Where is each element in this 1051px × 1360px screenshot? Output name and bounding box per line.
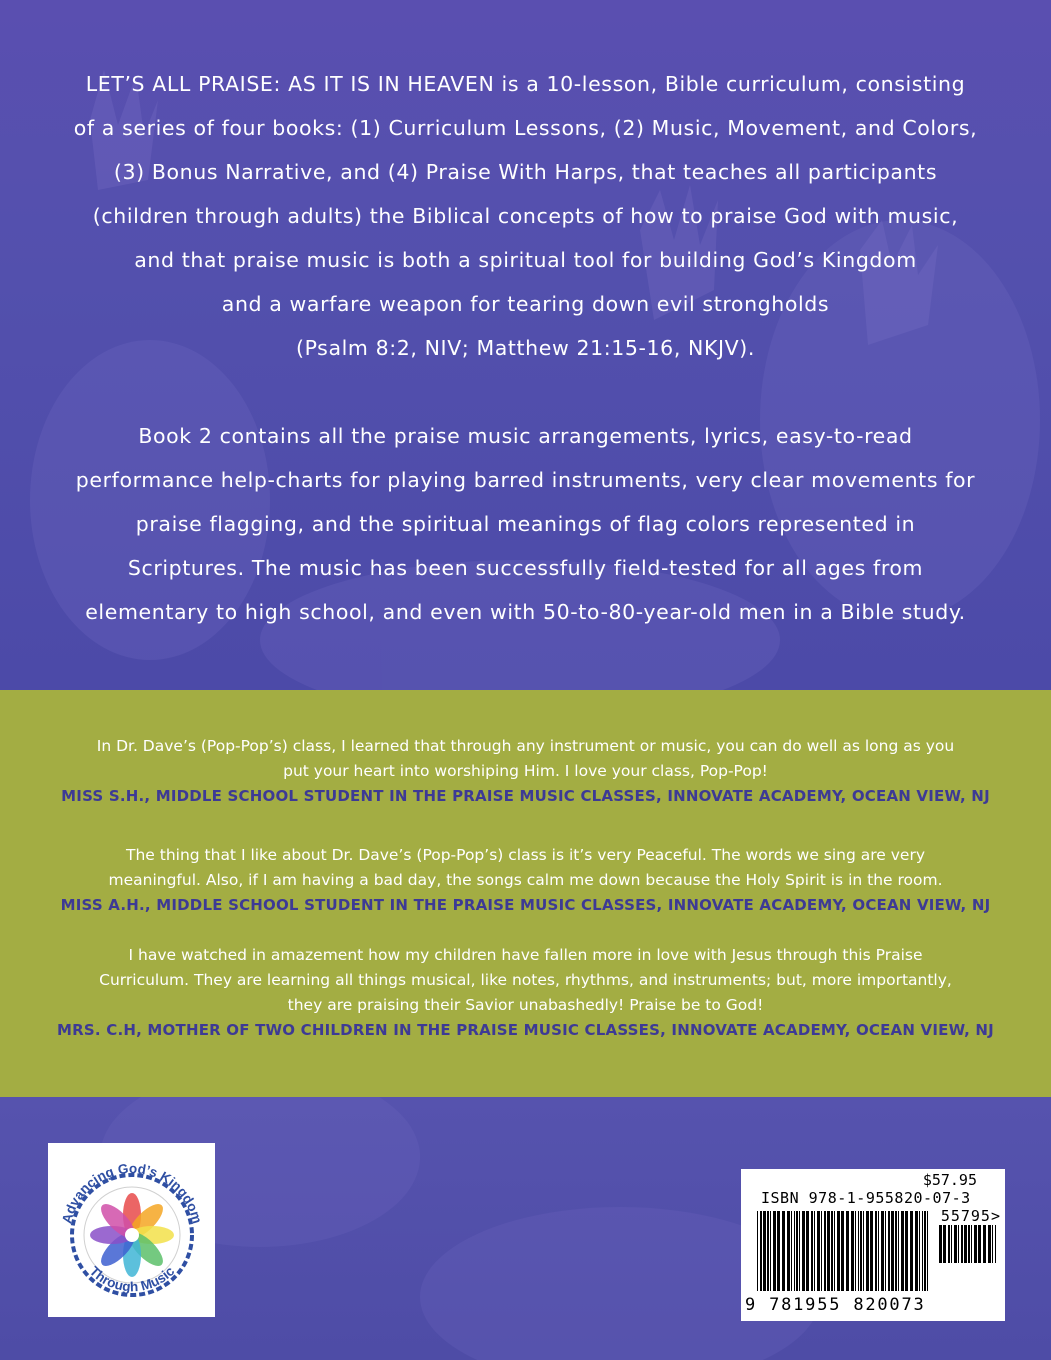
intro-paragraph <box>40 62 1011 370</box>
barcode-bar <box>881 1211 884 1291</box>
barcode-bar <box>827 1211 830 1291</box>
barcode-bar <box>831 1211 833 1291</box>
intro-line: and that praise music is both a spiritual tool for building God’s Kingdom <box>134 248 917 272</box>
barcode-bar <box>964 1225 967 1263</box>
barcode-bar <box>787 1211 790 1291</box>
logo-arc-bottom: Through Music <box>86 1263 178 1295</box>
testimonial <box>30 734 1021 809</box>
barcode-bar <box>939 1225 942 1263</box>
testimonial <box>30 843 1021 918</box>
barcode-bar <box>814 1211 815 1291</box>
barcode-bar <box>891 1211 894 1291</box>
barcode-bar <box>834 1211 835 1291</box>
barcode-bar <box>948 1225 950 1263</box>
barcode-bar <box>885 1211 886 1291</box>
barcode-bar <box>870 1211 873 1291</box>
ean-number: 9 781955 820073 <box>745 1295 926 1315</box>
barcode-bar <box>919 1211 920 1291</box>
intro-line: LET’S ALL PRAISE: AS IT IS IN HEAVEN is a 10-lesson, Bible curriculum, consisting <box>85 72 966 96</box>
barcode-bar <box>905 1211 908 1291</box>
barcode-bar <box>968 1225 970 1263</box>
barcode-bar <box>974 1225 977 1263</box>
barcode-bar <box>806 1211 809 1291</box>
barcode-bar <box>855 1211 856 1291</box>
barcode-bar <box>927 1211 928 1291</box>
testimonial-attribution: MISS S.H., MIDDLE SCHOOL STUDENT IN THE PRAISE MUSIC CLASSES, INNOVATE ACADEMY, OCEAN VIEW, NJ <box>61 787 990 805</box>
barcode-bar <box>777 1211 780 1291</box>
intro-line: and a warfare weapon for tearing down evil strongholds <box>221 292 830 316</box>
testimonial-text: Curriculum. They are learning all things musical, like notes, rhythms, and instruments; but, more importantly, <box>99 971 952 989</box>
barcode-bar <box>791 1211 792 1291</box>
barcode-bar <box>971 1225 972 1263</box>
barcode-bar <box>888 1211 890 1291</box>
barcode-bar <box>878 1211 879 1291</box>
testimonial-attribution: MRS. C.H, MOTHER OF TWO CHILDREN IN THE PRAISE MUSIC CLASSES, INNOVATE ACADEMY, OCEAN VIEW, NJ <box>57 1021 994 1039</box>
intro-line: (Psalm 8:2, NIV; Matthew 21:15-16, NKJV). <box>295 336 756 360</box>
barcode-bar <box>802 1211 805 1291</box>
testimonial <box>30 943 1021 1043</box>
barcode-bar <box>794 1211 795 1291</box>
barcode-bar <box>943 1225 946 1263</box>
isbn-barcode <box>741 1169 1005 1321</box>
barcode-bar <box>863 1211 864 1291</box>
intro-line: (3) Bonus Narrative, and (4) Praise With Harps, that teaches all participants <box>113 160 938 184</box>
barcode-bar <box>901 1211 904 1291</box>
testimonial-text: I have watched in amazement how my children have fallen more in love with Jesus through this Praise <box>128 946 923 964</box>
barcode-bar <box>851 1211 854 1291</box>
isbn-label: ISBN 978-1-955820-07-3 <box>761 1189 971 1207</box>
intro-line: (children through adults) the Biblical concepts of how to praise God with music, <box>92 204 959 228</box>
barcode-bar <box>992 1225 993 1263</box>
barcode-bar <box>922 1211 923 1291</box>
book2-line: Book 2 contains all the praise music arrangements, lyrics, easy-to-read <box>138 424 913 448</box>
barcode-bar <box>837 1211 840 1291</box>
addon-code: 55795> <box>940 1207 1001 1225</box>
flower-emblem-icon <box>48 1143 215 1317</box>
barcode-bar <box>875 1211 877 1291</box>
testimonials-band <box>0 690 1051 1097</box>
barcode-bar <box>763 1211 766 1291</box>
barcode-bar <box>983 1225 986 1263</box>
barcode-bar <box>846 1211 849 1291</box>
testimonial-text: they are praising their Savior unabashedly! Praise be to God! <box>287 996 764 1014</box>
book2-line: Scriptures. The music has been successfully field-tested for all ages from <box>127 556 924 580</box>
barcode-bar <box>796 1211 798 1291</box>
barcode-bar <box>841 1211 844 1291</box>
barcode-bar <box>817 1211 820 1291</box>
barcode-bar <box>858 1211 859 1291</box>
barcode-bar <box>821 1211 822 1291</box>
barcode-bar <box>910 1211 913 1291</box>
barcode-bar <box>782 1211 785 1291</box>
barcode-bar <box>898 1211 899 1291</box>
barcode-bar <box>811 1211 813 1291</box>
barcode-bar <box>915 1211 918 1291</box>
testimonial-text: In Dr. Dave’s (Pop-Pop’s) class, I learned that through any instrument or music, you can do well as long as you <box>96 737 955 755</box>
publisher-logo <box>48 1143 215 1317</box>
barcode-bar <box>770 1211 771 1291</box>
testimonial-text: put your heart into worshiping Him. I love your class, Pop-Pop! <box>283 762 768 780</box>
testimonial-attribution: MISS A.H., MIDDLE SCHOOL STUDENT IN THE PRAISE MUSIC CLASSES, INNOVATE ACADEMY, OCEAN VIEW, NJ <box>60 896 991 914</box>
book2-line: praise flagging, and the spiritual meanings of flag colors represented in <box>135 512 916 536</box>
book2-paragraph <box>40 414 1011 634</box>
barcode-bar <box>757 1211 758 1291</box>
barcode-bar <box>961 1225 963 1263</box>
barcode-bar <box>995 1225 996 1263</box>
barcode-bar <box>773 1211 776 1291</box>
barcode-bar <box>767 1211 769 1291</box>
barcode-bar <box>866 1211 869 1291</box>
barcode-bar <box>824 1211 826 1291</box>
barcode-bar <box>860 1211 862 1291</box>
barcode-bar <box>958 1225 959 1263</box>
book2-line: elementary to high school, and even with 50-to-80-year-old men in a Bible study. <box>85 600 966 624</box>
barcode-bars <box>757 1211 1001 1295</box>
barcode-bar <box>988 1225 991 1263</box>
barcode-bar <box>895 1211 897 1291</box>
barcode-bar <box>951 1225 952 1263</box>
barcode-bar <box>954 1225 957 1263</box>
testimonial-text: The thing that I like about Dr. Dave’s (Pop-Pop’s) class is it’s very Peaceful. The words we sing are very <box>125 846 925 864</box>
barcode-bar <box>760 1211 762 1291</box>
intro-line: of a series of four books: (1) Curriculum Lessons, (2) Music, Movement, and Colors, <box>73 116 978 140</box>
barcode-bar <box>799 1211 800 1291</box>
barcode-bar <box>978 1225 981 1263</box>
testimonial-text: meaningful. Also, if I am having a bad day, the songs calm me down because the Holy Spirit is in the room. <box>108 871 943 889</box>
book2-line: performance help-charts for playing barred instruments, very clear movements for <box>75 468 976 492</box>
price-label: $57.95 <box>922 1171 977 1189</box>
barcode-bar <box>924 1211 926 1291</box>
logo-arc-top: Advancing God’s Kingdom <box>59 1160 205 1226</box>
